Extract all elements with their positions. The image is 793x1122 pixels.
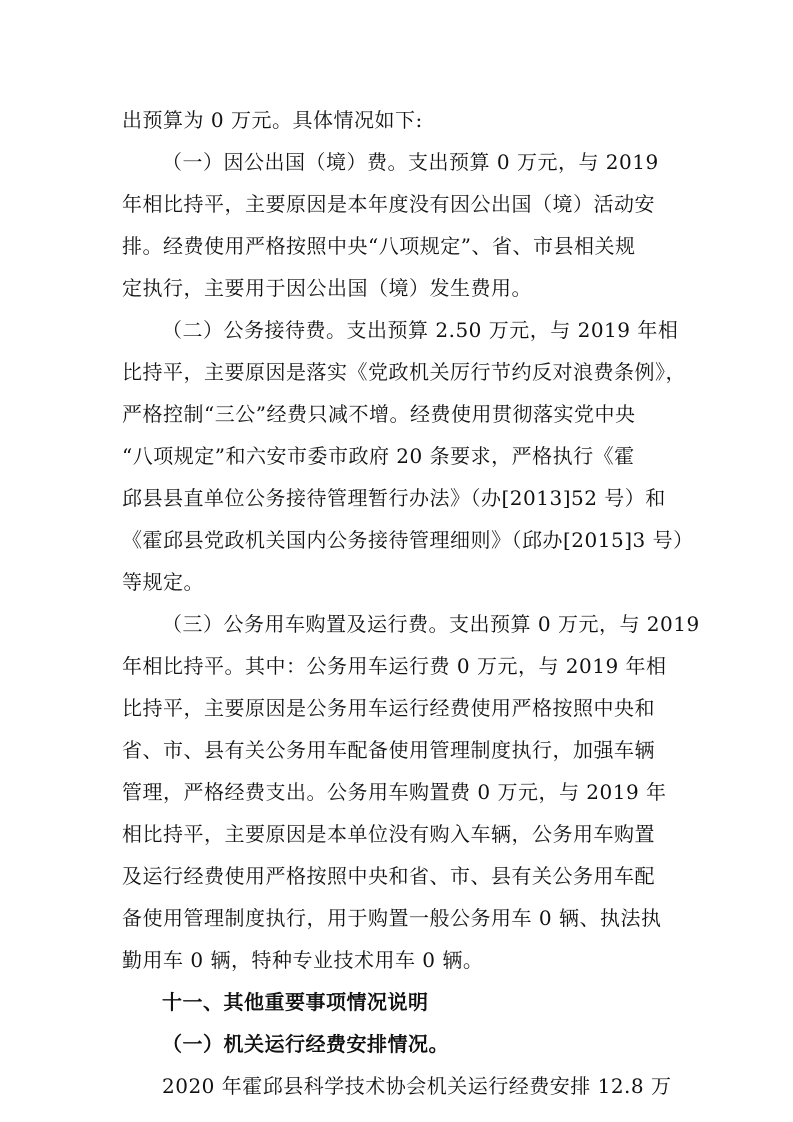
text-line: 等规定。 xyxy=(122,570,204,594)
text-line: （三）公务用车购置及运行费。支出预算 0 万元，与 2019 xyxy=(162,612,700,636)
text-line: 备使用管理制度执行，用于购置一般公务用车 0 辆、执法执 xyxy=(122,906,662,930)
text-line: 邱县县直单位公务接待管理暂行办法》（办[2013]52 号）和 xyxy=(122,486,666,510)
section-heading: 十一、其他重要事项情况说明 xyxy=(162,990,429,1014)
text-line: 及运行经费使用严格按照中央和省、市、县有关公务用车配 xyxy=(122,864,655,888)
text-line: （二）公务接待费。支出预算 2.50 万元，与 2019 年相 xyxy=(162,318,679,342)
text-line: 比持平，主要原因是公务用车运行经费使用严格按照中央和 xyxy=(122,696,655,720)
text-line: 出预算为 0 万元。具体情况如下: xyxy=(122,108,423,132)
text-line: 《霍邱县党政机关国内公务接待管理细则》（邱办[2015]3 号） xyxy=(122,528,694,552)
text-line: 定执行，主要用于因公出国（境）发生费用。 xyxy=(122,276,532,300)
text-line: 严格控制“三公”经费只减不增。经费使用贯彻落实党中央 xyxy=(122,402,636,426)
text-line: 管理，严格经费支出。公务用车购置费 0 万元，与 2019 年 xyxy=(122,780,667,804)
text-line: 年相比持平，主要原因是本年度没有因公出国（境）活动安 xyxy=(122,192,655,216)
text-line: （一）因公出国（境）费。支出预算 0 万元，与 2019 xyxy=(162,150,659,174)
text-line: 比持平，主要原因是落实《党政机关厉行节约反对浪费条例》， xyxy=(122,360,686,384)
text-line: 排。经费使用严格按照中央“八项规定”、省、市县相关规 xyxy=(122,234,636,258)
subsection-heading: （一）机关运行经费安排情况。 xyxy=(162,1032,449,1056)
text-line: 勤用车 0 辆，特种专业技术用车 0 辆。 xyxy=(122,948,484,972)
text-line: 省、市、县有关公务用车配备使用管理制度执行，加强车辆 xyxy=(122,738,655,762)
text-line: “八项规定”和六安市委市政府 20 条要求，严格执行《霍 xyxy=(122,444,635,468)
text-line: 相比持平，主要原因是本单位没有购入车辆，公务用车购置 xyxy=(122,822,655,846)
text-line: 2020 年霍邱县科学技术协会机关运行经费安排 12.8 万 xyxy=(162,1074,672,1098)
text-line: 年相比持平。其中：公务用车运行费 0 万元，与 2019 年相 xyxy=(122,654,667,678)
